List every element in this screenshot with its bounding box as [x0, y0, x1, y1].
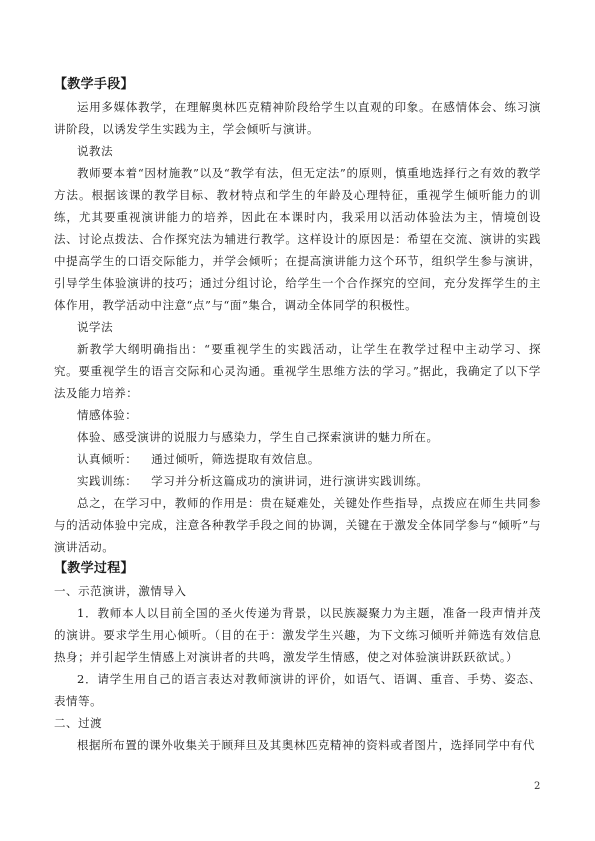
practice-label: 实践训练： [77, 474, 138, 488]
summary-paragraph: 总之，在学习中，教师的作用是：贵在疑难处，关键处作些指导，点拨应在师生共同参与的活动体验中完成，注意各种教学手段之间的协调，关键在于激发全体同学参与“倾听”与演讲活动。 [54, 496, 541, 554]
shuo-jiaofa-paragraph: 教师要本着“因材施教”以及“教学有法，但无定法”的原则，慎重地选择行之有效的教学方法。根据该课的教学目标、教材特点和学生的年龄及心理特征，重视学生倾听能力的训练，尤其要重视演讲能力的培养，因此在本课时内，我采用以活动体验法为主，情境创设法、讨论点拨法、合作探究法为辅进行教学。这样设计的原因是：希望在交流、演讲的实践中提高学生的口语交际能力，并学会倾听；在提高演讲能力这个环节，组织学生参与演讲，引导学生体验演讲的技巧；通过分组讨论，给学生一个合作探究的空间，充分发挥学生的主体作用，教学活动中注意“点”与“面”集合，调动全体同学的积极性。 [54, 166, 541, 312]
emotion-text: 体验、感受演讲的说服力与感染力，学生自己探索演讲的魅力所在。 [77, 430, 439, 444]
step-1-paragraph: 1．教师本人以目前全国的圣火传递为背景，以民族凝聚力为主题，准备一段声情并茂的演讲。要求学生用心倾听。（目的在于：激发学生兴趣，为下文练习倾听并筛选有效信息热身；并引起学生情感上对演讲者的共鸣，激发学生情感，使之对体验演讲跃跃欲试。） [54, 606, 541, 664]
subheading-shuo-xuefa: 说学法 [77, 320, 114, 334]
practice-text: 学习并分析这篇成功的演讲词，进行演讲实践训练。 [151, 474, 429, 488]
listen-label: 认真倾听： [77, 452, 138, 466]
page-number: 2 [534, 781, 541, 792]
subheading-shuo-jiaofa: 说教法 [77, 144, 114, 158]
section-1-title: 一、示范演讲，激情导入 [54, 584, 187, 598]
heading-teaching-method: 【教学手段】 [54, 77, 134, 92]
listen-row [54, 448, 541, 470]
practice-row [54, 470, 541, 492]
listen-text: 通过倾听，筛选提取有效信息。 [151, 452, 320, 466]
emotion-label: 情感体验： [77, 408, 138, 422]
section-2-title: 二、过渡 [54, 716, 103, 730]
step-2-paragraph: 2．请学生用自己的语言表达对教师演讲的评价，如语气、语调、重音、手势、姿态、表情等。 [54, 672, 541, 708]
method-paragraph: 运用多媒体教学，在理解奥林匹克精神阶段给学生以直观的印象。在感情体会、练习演讲阶段，以诱发学生实践为主，学会倾听与演讲。 [54, 100, 541, 136]
shuo-xuefa-paragraph: 新教学大纲明确指出：“要重视学生的实践活动，让学生在教学过程中主动学习、探究。要重视学生的语言交际和心灵沟通。重视学生思维方法的学习。”据此，我确定了以下学法及能力培养： [54, 342, 541, 400]
heading-teaching-process: 【教学过程】 [54, 561, 134, 576]
document-body [54, 74, 541, 756]
section-2-paragraph: 根据所布置的课外收集关于顾拜旦及其奥林匹克精神的资料或者图片，选择同学中有代 [77, 738, 535, 752]
